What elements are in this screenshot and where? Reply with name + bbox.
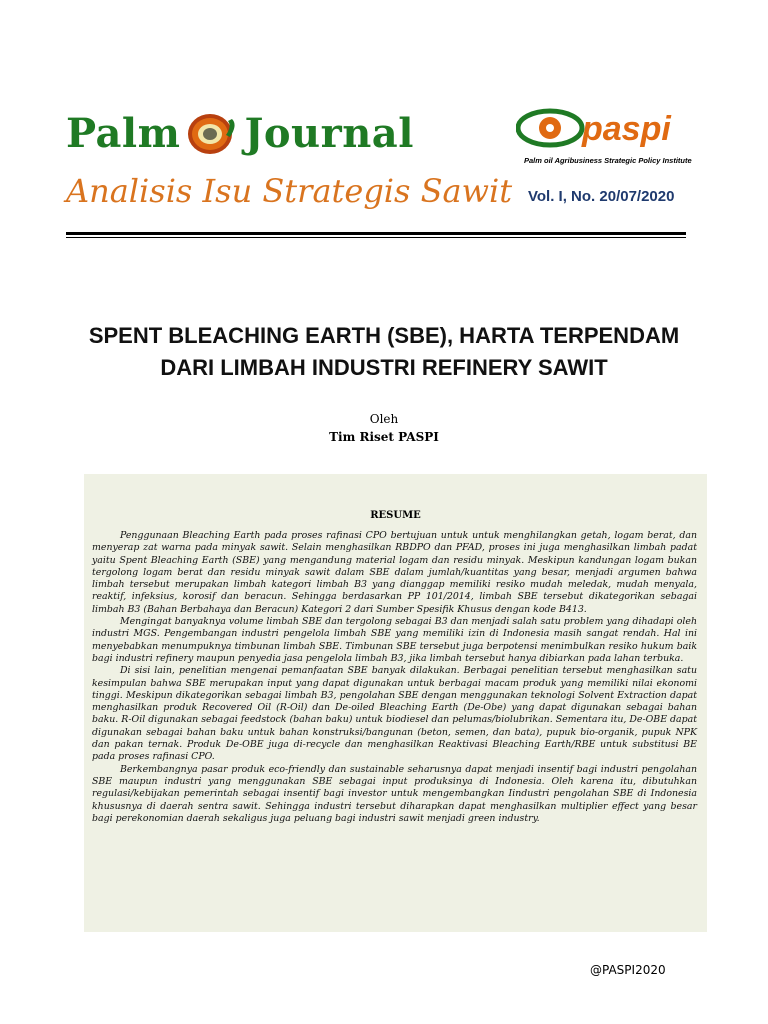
resume-paragraph-3: Di sisi lain, penelitian mengenai pemanfaatan SBE banyak dilakukan. Berbagai penelitian tersebut menghasilkan satu kesimpulan bahwa SBE merupakan input yang dapat digunakan untuk berbagai macam produk yang memiliki nilai ekonomi tinggi. Meskipun dikategorikan sebagai limbah B3, pengolahan SBE dengan menggunakan teknologi Solvent Extraction dapat menghasilkan produk Recovered Oil (R-Oil) dan De-oiled Bleaching Earth (De-Obe) yang dapat digunakan sebagai bahan baku. R-Oil digunakan sebagai feedstock (bahan baku) untuk biodiesel dan pelumas/biolubrikan. Sementara itu, De-OBE dapat digunakan sebagai bahan baku untuk bahan konstruksi/bangunan (beton, semen, dan bata), pupuk bio-organik, pupuk NPK dan pakan ternak. Produk De-OBE juga di-recycle dan menghasilkan Reaktivasi Bleaching Earth/RBE untuk substitusi BE pada proses rafinasi CPO. [92,665,697,763]
masthead [66,100,696,220]
header-rule-thick [66,232,686,235]
paspi-logo-text: paspi [582,110,671,148]
footer-copyright: @PASPI2020 [590,963,666,977]
journal-brand [66,106,414,157]
palm-fruit-icon [184,109,242,157]
byline [0,410,768,446]
byline-author: Tim Riset PASPI [329,430,439,444]
byline-by: Oleh [369,412,399,426]
title-line-2: DARI LIMBAH INDUSTRI REFINERY SAWIT [160,355,608,380]
resume-heading: RESUME [370,510,421,521]
journal-subtitle: Analisis Isu Strategis Sawit [66,172,513,210]
resume-paragraph-1: Penggunaan Bleaching Earth pada proses rafinasi CPO bertujuan untuk untuk menghilangkan getah, logam berat, dan menyerap zat warna pada minyak sawit. Selain menghasilkan RBDPO dan PFAD, proses ini juga menghasilkan limbah padat yaitu Spent Bleaching Earth (SBE) yang mengandung material logam dan residu minyak. Meskipun kandungan logam bukan tergolong logam berat dan residu minyak sawit dalam SBE dalam jumlah/kuantitas yang besar, menjadi argumen bahwa limbah tersebut merupakan limbah kategori limbah B3 yang dianggap memiliki resiko mudah meledak, mudah menyala, reaktif, infeksius, korosif dan beracun. Sehingga berdasarkan PP 101/2014, limbah SBE tersebut dikategorikan sebagai limbah B3 (Bahan Berbahaya dan Beracun) Kategori 2 dari Sumber Spesifik Khusus dengan kode B413. [92,530,697,615]
paspi-tagline: Palm oil Agribusiness Strategic Policy Institute [524,156,692,165]
resume-paragraph-4: Berkembangnya pasar produk eco-friendly dan sustainable seharusnya dapat menjadi insentif bagi industri pengolahan SBE maupun industri yang menggunakan SBE sebagai input produksinya di Indonesia. Oleh karena itu, dibutuhkan regulasi/kebijakan pemerintah sebagai insentif bagi investor untuk mengembangkan Iindustri pengolahan SBE di Indonesia khususnya di daerah sentra sawit. Sehingga industri tersebut diharapkan dapat menghasilkan multiplier effect yang besar bagi perekonomian daerah sekaligus juga peluang bagi industri sawit menjadi green industry. [92,763,697,824]
brand-left-word: Palm [66,109,181,157]
title-line-1: SPENT BLEACHING EARTH (SBE), HARTA TERPENDAM [88,323,680,348]
brand-right-word: Journal [244,109,414,157]
volume-label: Vol. I, No. 20/07/2020 [528,188,675,205]
resume-body [92,530,697,825]
resume-box [84,474,707,932]
header-rule-thin [66,237,686,238]
resume-paragraph-2: Mengingat banyaknya volume limbah SBE dan tergolong sebagai B3 dan menjadi salah satu problem yang dihadapi oleh industri MGS. Pengembangan industri pengelola limbah SBE yang memiliki izin di Indonesia masih sangat rendah. Hal ini menyebabkan menumpuknya timbunan limbah SBE. Timbunan SBE tersebut juga berpotensi menimbulkan resiko hukum baik bagi industri refinery maupun penyedia jasa pengelola limbah B3, jika limbah tersebut hanya dibiarkan pada lahan terbuka. [92,616,697,664]
article-title [60,320,708,384]
